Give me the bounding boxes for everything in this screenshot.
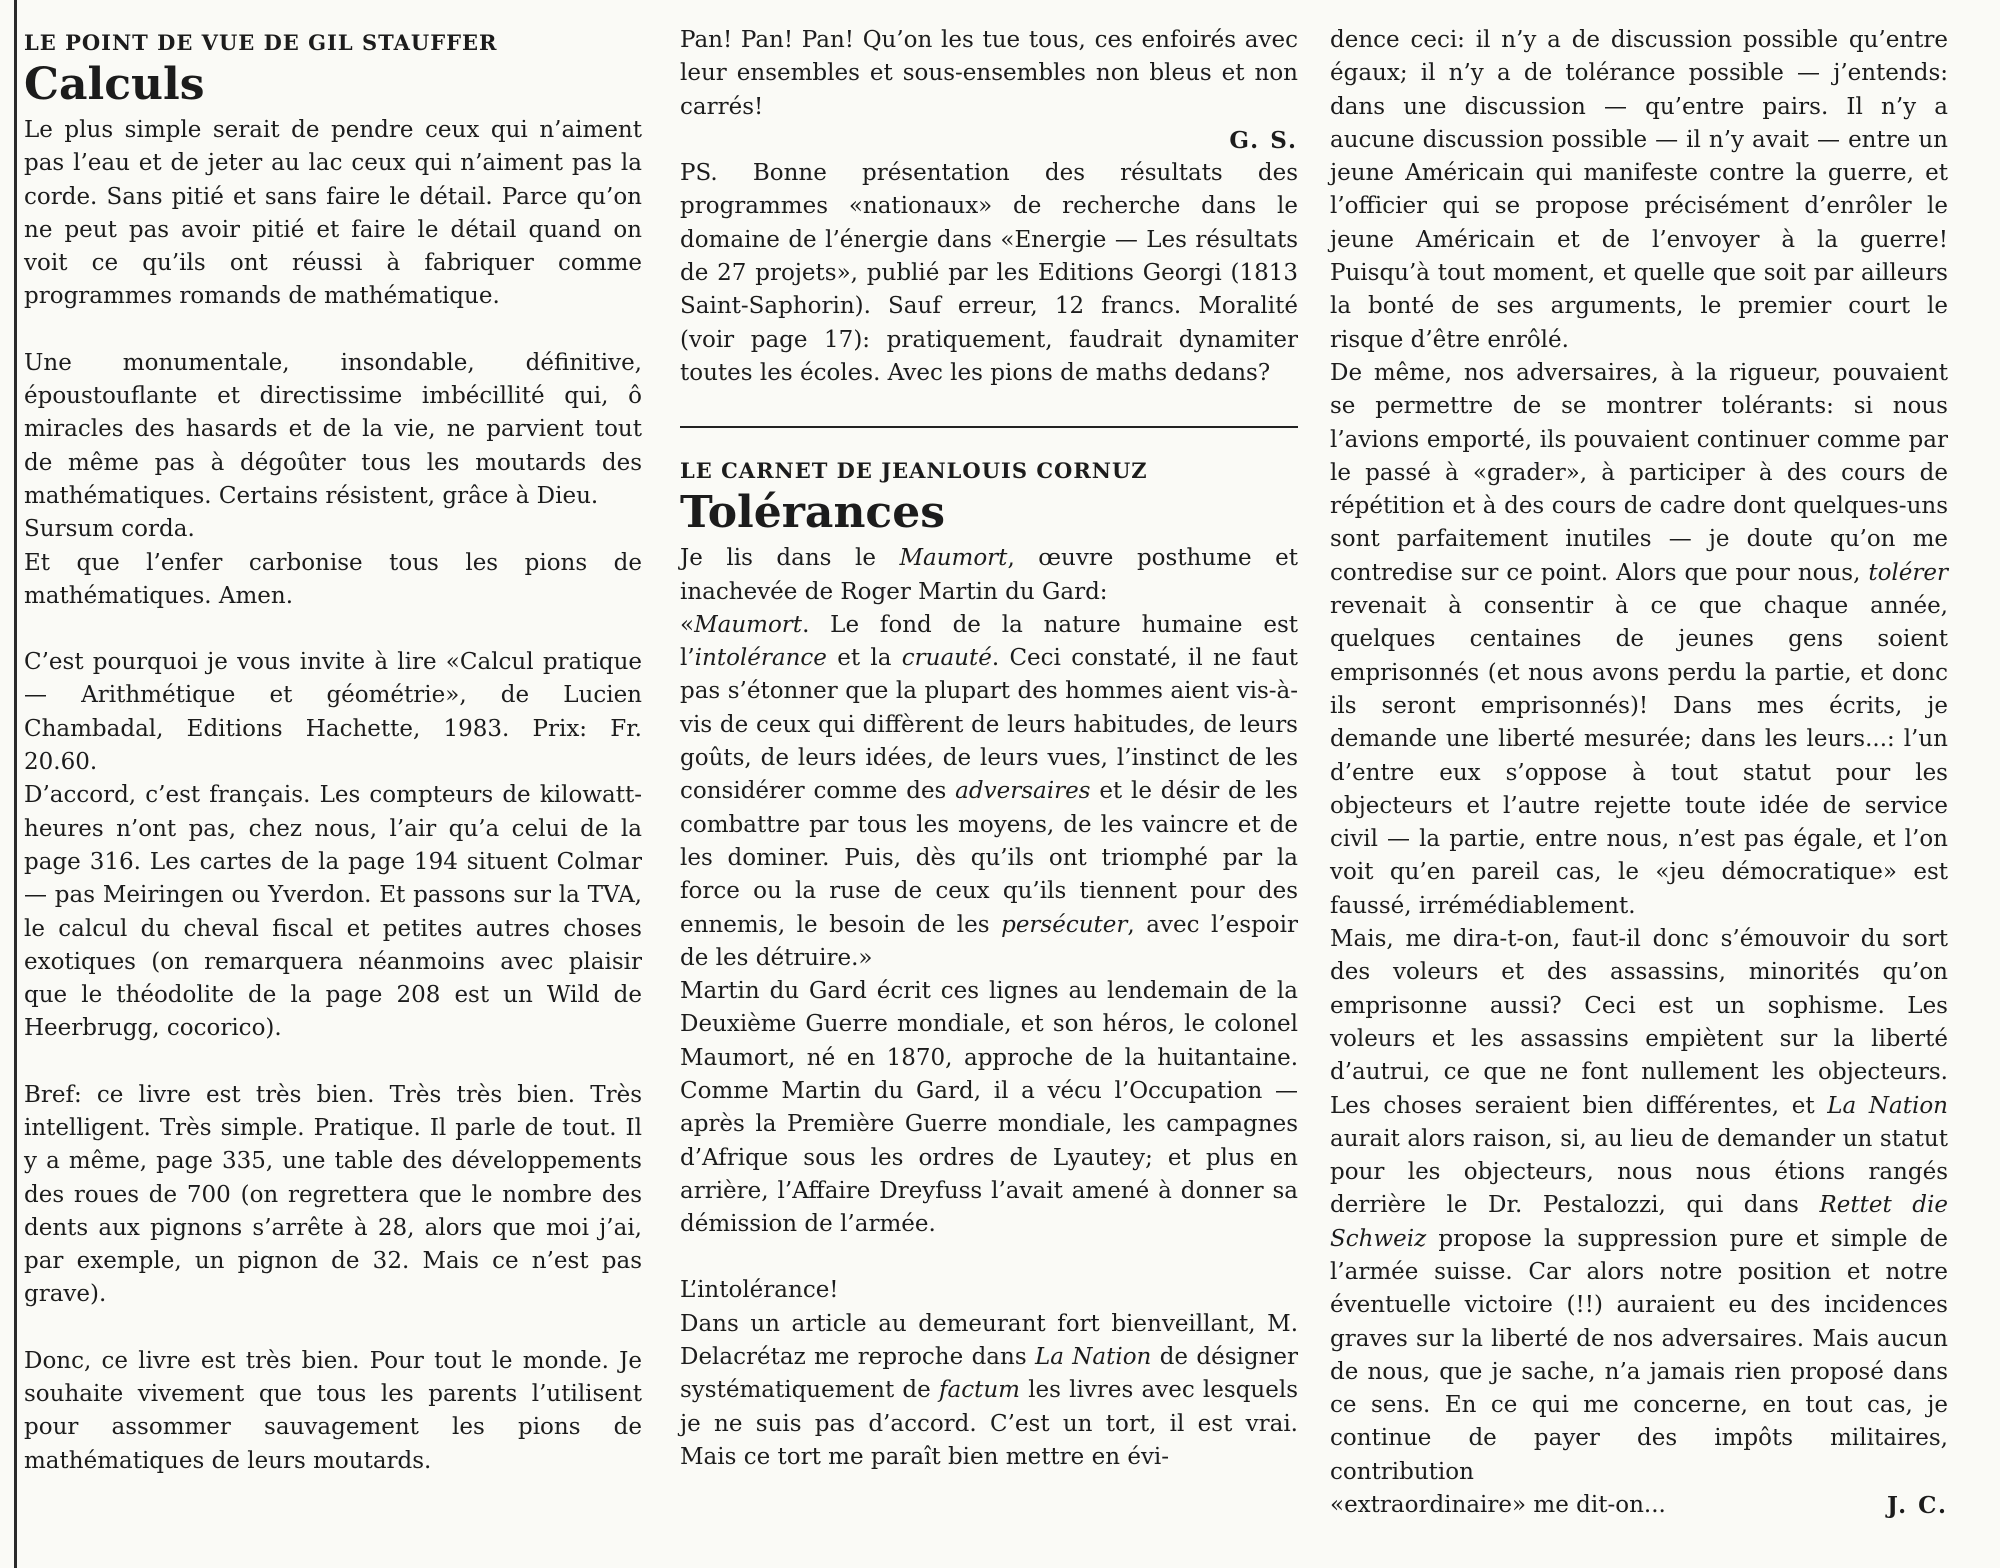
italic-run: intolérance [694, 645, 827, 672]
italic-run: factum [938, 1377, 1020, 1404]
headline-tolerances: Tolérances [680, 487, 945, 539]
quotation [680, 609, 1298, 975]
italic-run: Rettet die Schweiz [1330, 1192, 1948, 1252]
paragraph-ps: PS. Bonne présentation des résultats des programmes «nationaux» de recherche dans le domaine de l’énergie dans «Energie — Les résultats de 27 projets», publié par les Editions Georgi (1813 Saint-Saphorin). Sauf erreur, 12 francs. Moralité (voir page 17): pratiquement, faudrait dynamiter toutes les écoles. Avec les pions de maths dedans? [680, 160, 1298, 386]
text-run: Dans un article au demeurant fort bienveillant, M. Delacrétaz me reproche dans [680, 1310, 1298, 1371]
italic-run: adversaires [955, 778, 1091, 805]
page-edge-line [14, 0, 17, 1568]
paragraph: Et que l’enfer carbonise tous les pions de mathématiques. Amen. [24, 549, 642, 609]
italic-run: tolérer [1868, 559, 1948, 586]
italic-run: La Nation [1034, 1344, 1152, 1371]
text-run: propose la suppression pure et simple de l’armée suisse. Car alors notre position et notre éventuelle victoire (!!) auraient eu des incidences graves sur la liberté de nos adversaires. Mais aucun de nous, que je sache, n’a jamais rien proposé dans ce sens. En ce qui me concerne, en tout cas, je continue de payer des impôts militaires, contribution [1330, 1225, 1948, 1485]
text-run: et la [826, 645, 902, 672]
text-run: de désigner systématiquement de [680, 1344, 1299, 1404]
paragraph: D’accord, c’est français. Les compteurs de kilowatt-heures n’ont pas, chez nous, l’air qu’a celui de la page 316. Les cartes de la page 194 situent Colmar — pas Meiringen ou Yverdon. Et passons sur la TVA, le calcul du cheval fiscal et petites autres choses exotiques (on remarquera néanmoins avec plaisir que le théodolite de la page 208 est un Wild de Heerbrugg, cocorico). [24, 782, 642, 1042]
text-run: « [680, 611, 695, 638]
column-calculs [24, 24, 642, 1478]
section-divider [680, 426, 1298, 428]
paragraph [680, 542, 1298, 609]
signature-gs: G. S. [1229, 126, 1298, 154]
paragraph: L’intolérance! [680, 1277, 839, 1304]
italic-run: cruauté [901, 645, 992, 672]
text-run: , œuvre posthume et inachevée de Roger Martin du Gard: [680, 545, 1298, 605]
italic-run: Maumort [899, 545, 1008, 572]
paragraph: Pan! Pan! Pan! Qu’on les tue tous, ces enfoirés avec leur ensembles et sous-ensembles non bleus et non carrés! [680, 27, 1298, 120]
paragraph: Le plus simple serait de pendre ceux qui n’aiment pas l’eau et de jeter au lac ceux qui n’aiment pas la corde. Sans pitié et sans faire le détail. Parce qu’on ne peut pas avoir pitié et faire le détail quand on voit ce qu’ils ont réussi à fabriquer comme programmes romands de mathématique. [24, 116, 642, 310]
text-run: , avec l’espoir de les détruire.» [680, 911, 1298, 971]
paragraph: Donc, ce livre est très bien. Pour tout le monde. Je souhaite vivement que tous les parents l’utilisent pour assommer sauvagement les pions de mathématiques de leurs moutards. [24, 1347, 642, 1474]
text-run: . Le fond de la nature humaine est l’ [680, 611, 1298, 672]
text-run: De même, nos adversaires, à la rigueur, pouvaient se permettre de se montrer tolérants: si nous l’avions emporté, ils pouvaient continuer comme par le passé à «grader», à participer à des cours de répétition et à des cours de cadre dont quelques-uns sont parfaitement inutiles — je doute qu’on me contredise sur ce point. Alors que pour nous, [1330, 359, 1948, 586]
italic-run: La Nation [1827, 1092, 1948, 1119]
paragraph: Sursum corda. [24, 516, 195, 543]
column-middle [680, 24, 1298, 1474]
kicker-gil-stauffer: LE POINT DE VUE DE GIL STAUFFER [24, 30, 498, 55]
paragraph: Une monumentale, insondable, définitive, époustouflante et directissime imbécillité qui, ô miracles des hasards et de la vie, ne parvient tout de même pas à dégoûter tous les moutards des mathématiques. Certains résistent, grâce à Dieu. [24, 349, 642, 509]
signature-jc: J. C. [1886, 1492, 1948, 1520]
paragraph [680, 1308, 1298, 1474]
paragraph: Bref: ce livre est très bien. Très très bien. Très intelligent. Très simple. Pratique. Il parle de tout. Il y a même, page 335, une table des développements des roues de 700 (on regrettera que le nombre des dents aux pignons s’arrête à 28, alors que moi j’ai, par exemple, un pignon de 32. Mais ce n’est pas grave). [24, 1081, 642, 1308]
headline-calculs: Calculs [24, 59, 205, 111]
paragraph: Martin du Gard écrit ces lignes au lendemain de la Deuxième Guerre mondiale, et son héros, le colonel Maumort, né en 1870, approche de la huitantaine. Comme Martin du Gard, il a vécu l’Occupation — après la Première Guerre mondiale, les campagnes d’Afrique sous les ordres de Lyautey; et plus en arrière, l’Affaire Dreyfuss l’avait amené à donner sa démission de l’armée. [680, 978, 1298, 1238]
kicker-jeanlouis-cornuz: LE CARNET DE JEANLOUIS CORNUZ [680, 458, 1148, 484]
italic-run: Maumort [694, 611, 803, 638]
text-run: aurait alors raison, si, au lieu de demander un statut pour les objecteurs, nous nous étions rangés derrière le Dr. Pestalozzi, qui dans [1330, 1125, 1948, 1219]
paragraph [1330, 923, 1948, 1489]
paragraph: C’est pourquoi je vous invite à lire «Calcul pratique — Arithmétique et géométrie», de Lucien Chambadal, Editions Hachette, 1983. Prix: Fr. 20.60. [24, 649, 642, 776]
text-run: Mais, me dira-t-on, faut-il donc s’émouvoir du sort des voleurs et des assassins, minorités qu’on emprisonne aussi? Ceci est un sophisme. Les voleurs et les assassins empiètent sur la liberté d’autrui, ce que ne font nullement les objecteurs. Les choses seraient bien différentes, et [1330, 926, 1948, 1119]
text-run: revenait à consentir à ce que chaque année, quelques centaines de jeunes gens soient emprisonnés (et nous avons perdu la partie, et donc ils seront emprisonnés)! Dans mes écrits, je demande une liberté mesurée; dans les leurs...: l’un d’entre eux s’oppose à tout statut pour les objecteurs et l’autre rejette toute idée de service civil — la partie, entre nous, n’est pas égale, et l’on voit qu’en pareil cas, le «jeu démocratique» est faussé, irrémédiablement. [1330, 593, 1948, 919]
text-run: et le désir de les combattre par tous les moyens, de les vaincre et de les dominer. Puis, dès qu’ils ont triomphé par la force ou la ruse de ceux qu’ils tiennent pour des ennemis, le besoin de les [680, 778, 1298, 938]
column-right [1330, 24, 1948, 1522]
text-run: les livres avec lesquels je ne suis pas d’accord. C’est un tort, il est vrai. Mais ce tort me paraît bien mettre en évi- [680, 1377, 1299, 1470]
text-run: «extraordinaire» me dit-on... [1330, 1492, 1666, 1519]
closing-line [1330, 1489, 1948, 1522]
italic-run: persécuter [1001, 911, 1128, 938]
text-run: Je lis dans le [680, 545, 900, 572]
paragraph [1330, 357, 1948, 923]
paragraph: dence ceci: il n’y a de discussion possible qu’entre égaux; il n’y a de tolérance possible — j’entends: dans une discussion — qu’entre pairs. Il n’y a aucune discussion possible — il n’y avait — entre un jeune Américain qui manifeste contre la guerre, et l’officier qui se propose précisément d’enrôler le jeune Américain et de l’envoyer à la guerre! Puisqu’à tout moment, et quelle que soit par ailleurs la bonté de ses arguments, le premier court le risque d’être enrôlé. [1330, 27, 1948, 353]
text-run: . Ceci constaté, il ne faut pas s’étonner que la plupart des hommes aient vis-à-vis de ceux qui diffèrent de leurs habitudes, de leurs goûts, de leurs idées, de leurs vues, l’instinct de les considérer comme des [680, 645, 1298, 805]
